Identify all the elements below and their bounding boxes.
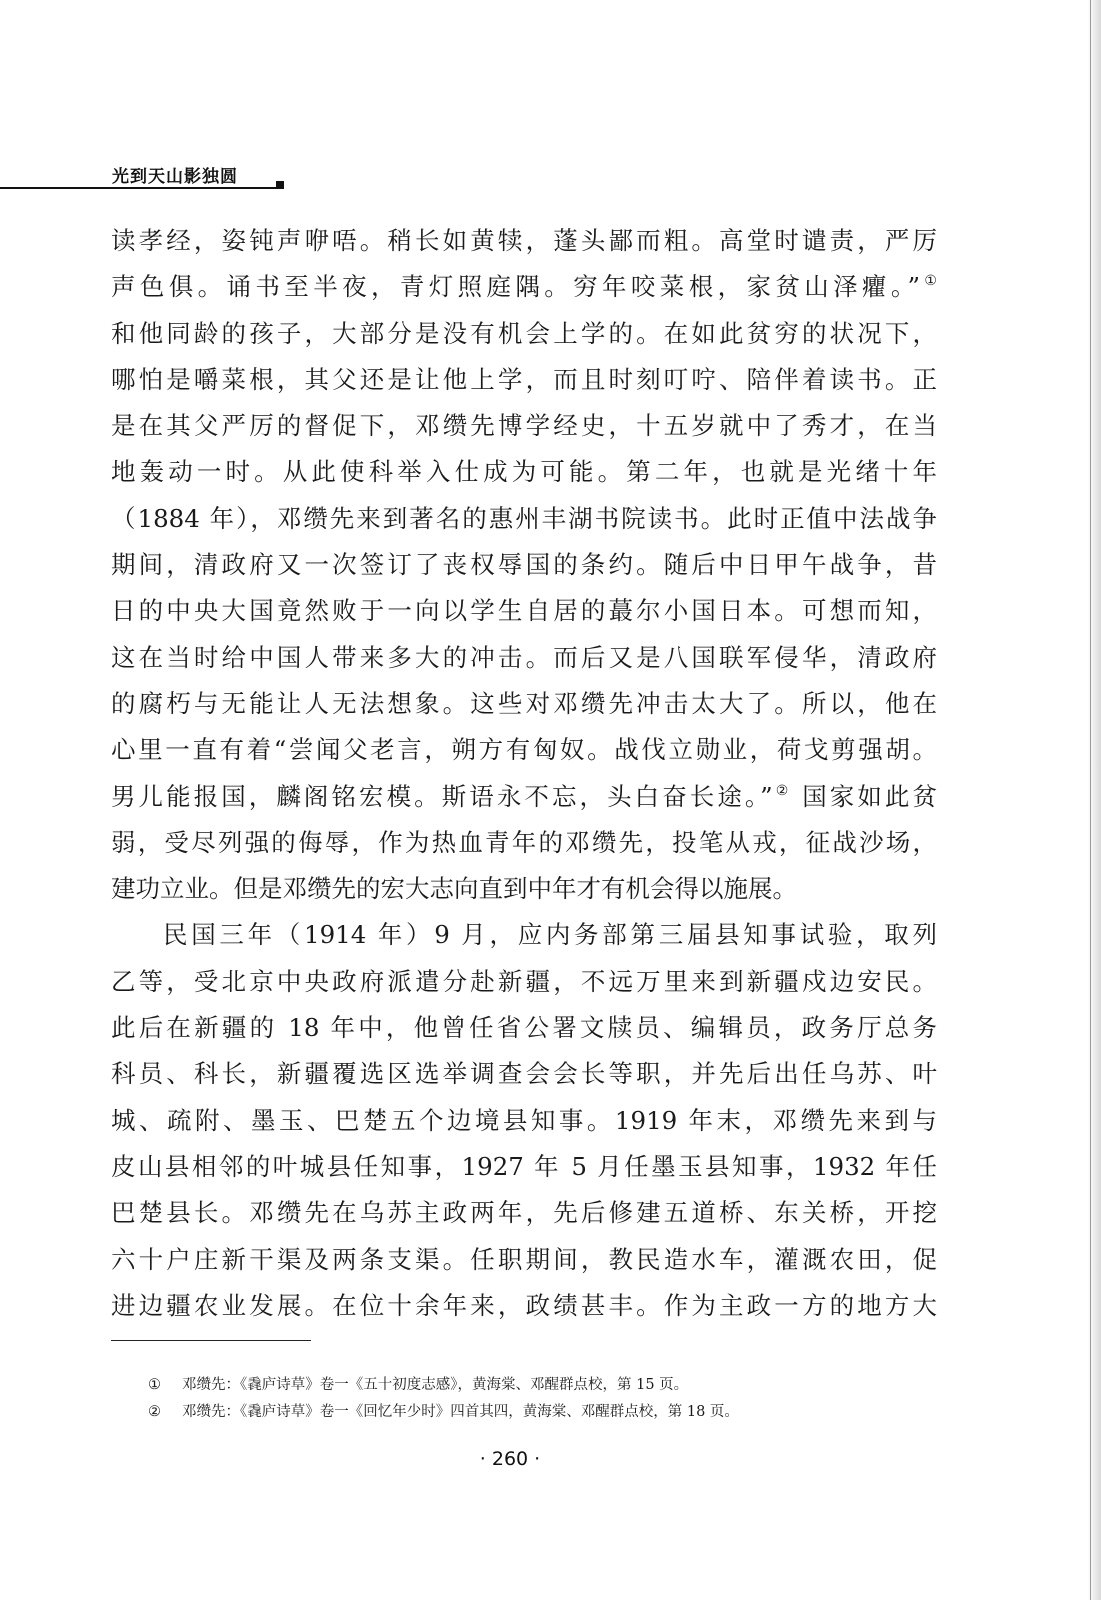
footnote-1 (148, 1372, 928, 1399)
text-line: 进边疆农业发展。在位十余年来，政绩甚丰。作为主政一方的地方大 (111, 1290, 937, 1320)
running-header-title: 光到天山影独圆 (112, 167, 238, 187)
footnote-text: 邓缵先：《毳庐诗草》卷一《五十初度志感》，黄海棠、邓醒群点校，第 15 页。 (182, 1377, 689, 1393)
text-line: 此后在新疆的 18 年中，他曾任省公署文牍员、编辑员，政务厅总务 (111, 1013, 937, 1043)
footnote-2 (148, 1399, 928, 1426)
footnote-marker: ① (148, 1377, 161, 1393)
text-line: 和他同龄的孩子，大部分是没有机会上学的。在如此贫穷的状况下， (111, 318, 937, 348)
text-line: 乙等，受北京中央政府派遣分赴新疆，不远万里来到新疆戍边安民。 (111, 966, 937, 996)
text-line-content: 声色俱。诵书至半夜，青灯照庭隅。穷年咬菜根，家贫山泽癯。” (111, 272, 921, 302)
paragraph-first-line: 民国三年（1914 年）9 月，应内务部第三届县知事试验，取列 (163, 920, 937, 950)
text-line: 心里一直有着“尝闻父老言，朔方有匈奴。战伐立勋业，荷戈剪强胡。 (111, 735, 937, 765)
text-line: 地轰动一时。从此使科举入仕成为可能。第二年，也就是光绪十年 (111, 457, 937, 487)
footnote-ref-1: ① (920, 273, 937, 290)
footnote-ref-2: ② (772, 782, 792, 799)
header-rule (0, 187, 276, 189)
footnote-marker: ② (148, 1404, 161, 1420)
text-line (111, 264, 937, 310)
text-line: 建功立业。但是邓缵先的宏大志向直到中年才有机会得以施展。 (111, 874, 797, 904)
text-line: 日的中央大国竟然败于一向以学生自居的蕞尔小国日本。可想而知， (111, 596, 937, 626)
text-line-content: 男儿能报国，麟阁铭宏模。斯语永不忘，头白奋长途。” (111, 781, 773, 811)
footnote-separator (111, 1340, 311, 1341)
text-line: 六十户庄新干渠及两条支渠。任职期间，教民造水车，灌溉农田，促 (111, 1244, 937, 1274)
footnote-text: 邓缵先：《毳庐诗草》卷一《回忆年少时》四首其四，黄海棠、邓醒群点校，第 18 页。 (182, 1404, 739, 1420)
footnotes (148, 1372, 928, 1426)
text-line: 皮山县相邻的叶城县任知事，1927 年 5 月任墨玉县知事，1932 年任 (111, 1151, 937, 1181)
header-square-mark (276, 181, 284, 189)
text-line: 城、疏附、墨玉、巴楚五个边境县知事。1919 年末，邓缵先来到与 (111, 1105, 937, 1135)
text-line: 巴楚县长。邓缵先在乌苏主政两年，先后修建五道桥、东关桥，开挖 (111, 1198, 937, 1228)
text-line (111, 774, 937, 820)
text-line: 哪怕是嚼菜根，其父还是让他上学，而且时刻叮咛、陪伴着读书。正 (111, 364, 937, 394)
text-line: 科员、科长，新疆覆选区选举调查会会长等职，并先后出任乌苏、叶 (111, 1059, 937, 1089)
text-line: 期间，清政府又一次签订了丧权辱国的条约。随后中日甲午战争，昔 (111, 550, 937, 580)
text-line: （1884 年），邓缵先来到著名的惠州丰湖书院读书。此时正值中法战争 (111, 503, 937, 533)
body-text (111, 218, 937, 1329)
text-line-continuation: 国家如此贫 (791, 781, 937, 811)
text-line: 这在当时给中国人带来多大的冲击。而后又是八国联军侵华，清政府 (111, 642, 937, 672)
running-header (0, 158, 290, 192)
text-line: 是在其父严厉的督促下，邓缵先博学经史，十五岁就中了秀才，在当 (111, 411, 937, 441)
text-line: 弱，受尽列强的侮辱，作为热血青年的邓缵先，投笔从戎，征战沙场， (111, 827, 937, 857)
text-line: 读孝经，姿钝声咿唔。稍长如黄犊，蓬头鄙而粗。高堂时谴责，严厉 (111, 226, 937, 255)
page-number: · 260 · (479, 1448, 541, 1470)
text-line: 的腐朽与无能让人无法想象。这些对邓缵先冲击太大了。所以，他在 (111, 688, 937, 718)
scan-edge-line (1090, 0, 1091, 1600)
